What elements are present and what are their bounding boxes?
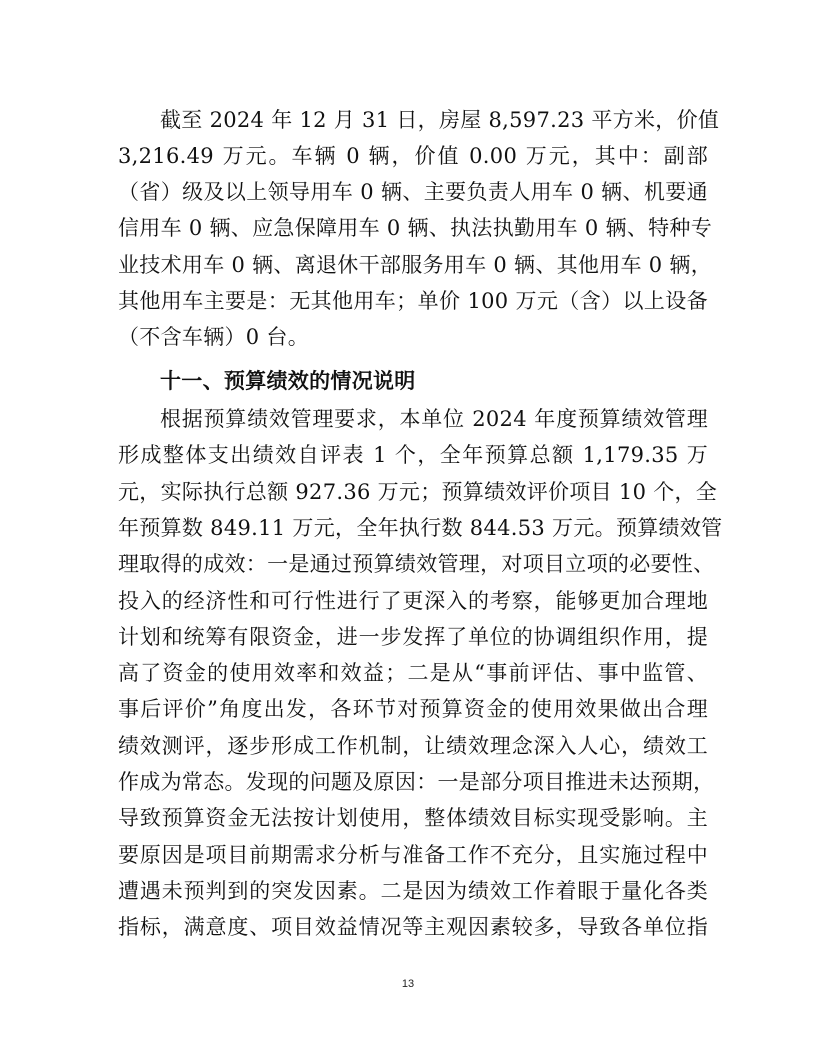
page-number: 13 [401, 978, 415, 990]
paragraph-line: 导致预算资金无法按计划使用，整体绩效目标实现受影响。主 [118, 806, 708, 830]
paragraph-line: 要原因是项目前期需求分析与准备工作不充分，且实施过程中 [118, 843, 708, 867]
paragraph-line: 元，实际执行总额 927.36 万元；预算绩效评价项目 10 个，全 [118, 480, 718, 504]
paragraph-line: 遭遇未预判到的突发因素。二是因为绩效工作着眼于量化各类 [118, 879, 708, 903]
paragraph-line: 业技术用车 0 辆、离退休干部服务用车 0 辆、其他用车 0 辆， [118, 253, 713, 277]
paragraph-line: 投入的经济性和可行性进行了更深入的考察，能够更加合理地 [118, 589, 708, 613]
paragraph-line: 高了资金的使用效率和效益；二是从“事前评估、事中监管、 [118, 661, 708, 685]
paragraph-line: 根据预算绩效管理要求，本单位 2024 年度预算绩效管理 [160, 407, 708, 431]
paragraph-line: 3,216.49 万元。车辆 0 辆，价值 0.00 万元，其中：副部 [118, 144, 708, 168]
paragraph-line: 计划和统筹有限资金，进一步发挥了单位的协调组织作用，提 [118, 625, 708, 649]
paragraph-line: 事后评价”角度出发，各环节对预算资金的使用效果做出合理 [118, 697, 708, 721]
paragraph-line: 形成整体支出绩效自评表 1 个，全年预算总额 1,179.35 万 [118, 443, 708, 467]
paragraph-line: （不含车辆）0 台。 [118, 325, 310, 349]
section-heading: 十一、预算绩效的情况说明 [160, 369, 416, 393]
paragraph-line: 绩效测评，逐步形成工作机制，让绩效理念深入人心，绩效工 [118, 734, 708, 758]
paragraph-line: 年预算数 849.11 万元，全年执行数 844.53 万元。预算绩效管 [118, 516, 723, 540]
paragraph-line: 理取得的成效：一是通过预算绩效管理，对项目立项的必要性、 [118, 552, 715, 576]
paragraph-line: （省）级及以上领导用车 0 辆、主要负责人用车 0 辆、机要通 [118, 180, 708, 204]
paragraph-line: 指标，满意度、项目效益情况等主观因素较多，导致各单位指 [118, 915, 708, 939]
paragraph-line: 信用车 0 辆、应急保障用车 0 辆、执法执勤用车 0 辆、特种专 [118, 216, 713, 240]
paragraph-line: 作成为常态。发现的问题及原因：一是部分项目推进未达预期， [118, 770, 715, 794]
paragraph-line: 截至 2024 年 12 月 31 日，房屋 8,597.23 平方米，价值 [160, 108, 720, 132]
paragraph-line: 其他用车主要是：无其他用车；单价 100 万元（含）以上设备 [118, 289, 708, 313]
